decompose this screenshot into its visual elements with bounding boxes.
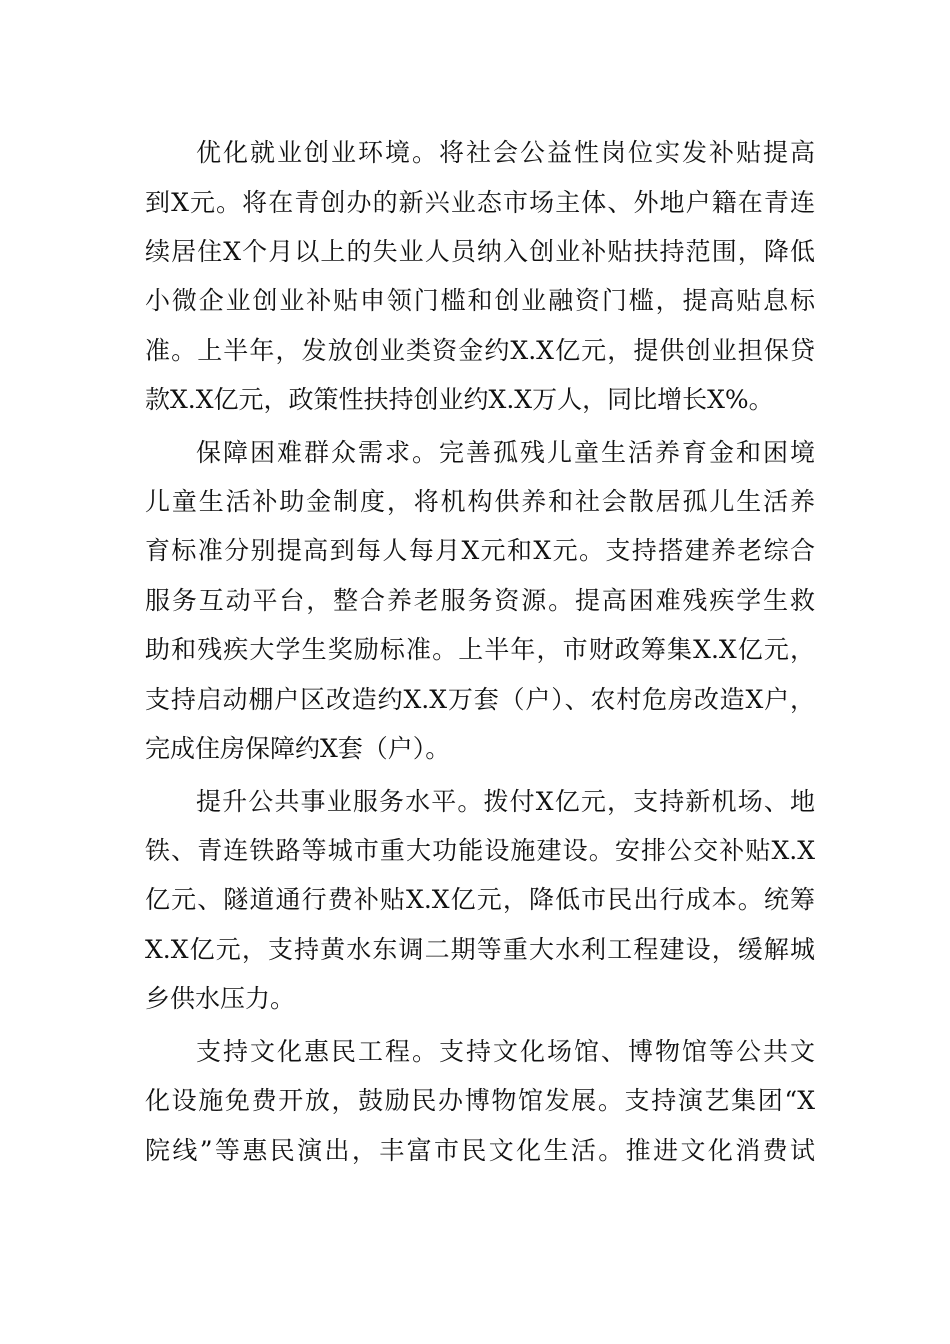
paragraph-4-line-2: 化设施免费开放，鼓励民办博物馆发展。支持演艺集团“X — [145, 1086, 815, 1115]
paragraph-3-line-3: 亿元、隧道通行费补贴X.X亿元，降低市民出行成本。统筹 — [145, 885, 815, 914]
paragraph-1-line-5: 准。上半年，发放创业类资金约X.X亿元，提供创业担保贷 — [145, 336, 815, 365]
paragraph-2-line-6: 支持启动棚户区改造约X.X万套（户）、农村危房改造X户， — [145, 685, 815, 714]
paragraph-3-line-4: X.X亿元，支持黄水东调二期等重大水利工程建设，缓解城 — [145, 935, 815, 964]
paragraph-1-line-6: 款X.X亿元，政策性扶持创业约X.X万人，同比增长X%。 — [145, 385, 774, 414]
paragraph-2-line-2: 儿童生活补助金制度，将机构供养和社会散居孤儿生活养 — [145, 487, 815, 516]
paragraph-2-line-1: 保障困难群众需求。完善孤残儿童生活养育金和困境 — [196, 438, 815, 467]
paragraph-4-line-3: 院线”等惠民演出，丰富市民文化生活。推进文化消费试 — [145, 1136, 815, 1165]
paragraph-2-line-7: 完成住房保障约X套（户）。 — [145, 734, 451, 763]
paragraph-1-line-1: 优化就业创业环境。将社会公益性岗位实发补贴提高 — [196, 138, 815, 167]
paragraph-3-line-5: 乡供水压力。 — [145, 984, 296, 1013]
paragraph-2-line-5: 助和残疾大学生奖励标准。上半年，市财政筹集X.X亿元， — [145, 635, 815, 664]
paragraph-2-line-3: 育标准分别提高到每人每月X元和X元。支持搭建养老综合 — [145, 536, 815, 565]
paragraph-1-line-3: 续居住X个月以上的失业人员纳入创业补贴扶持范围，降低 — [145, 237, 815, 266]
paragraph-4-line-1: 支持文化惠民工程。支持文化场馆、博物馆等公共文 — [196, 1037, 815, 1066]
paragraph-1-line-4: 小微企业创业补贴申领门槛和创业融资门槛，提高贴息标 — [145, 286, 815, 315]
paragraph-3-line-1: 提升公共事业服务水平。拨付X亿元，支持新机场、地 — [196, 787, 815, 816]
paragraph-1-line-2: 到X元。将在青创办的新兴业态市场主体、外地户籍在青连 — [145, 188, 815, 217]
paragraph-2-line-4: 服务互动平台，整合养老服务资源。提高困难残疾学生救 — [145, 586, 815, 615]
paragraph-3-line-2: 铁、青连铁路等城市重大功能设施建设。安排公交补贴X.X — [145, 836, 815, 865]
